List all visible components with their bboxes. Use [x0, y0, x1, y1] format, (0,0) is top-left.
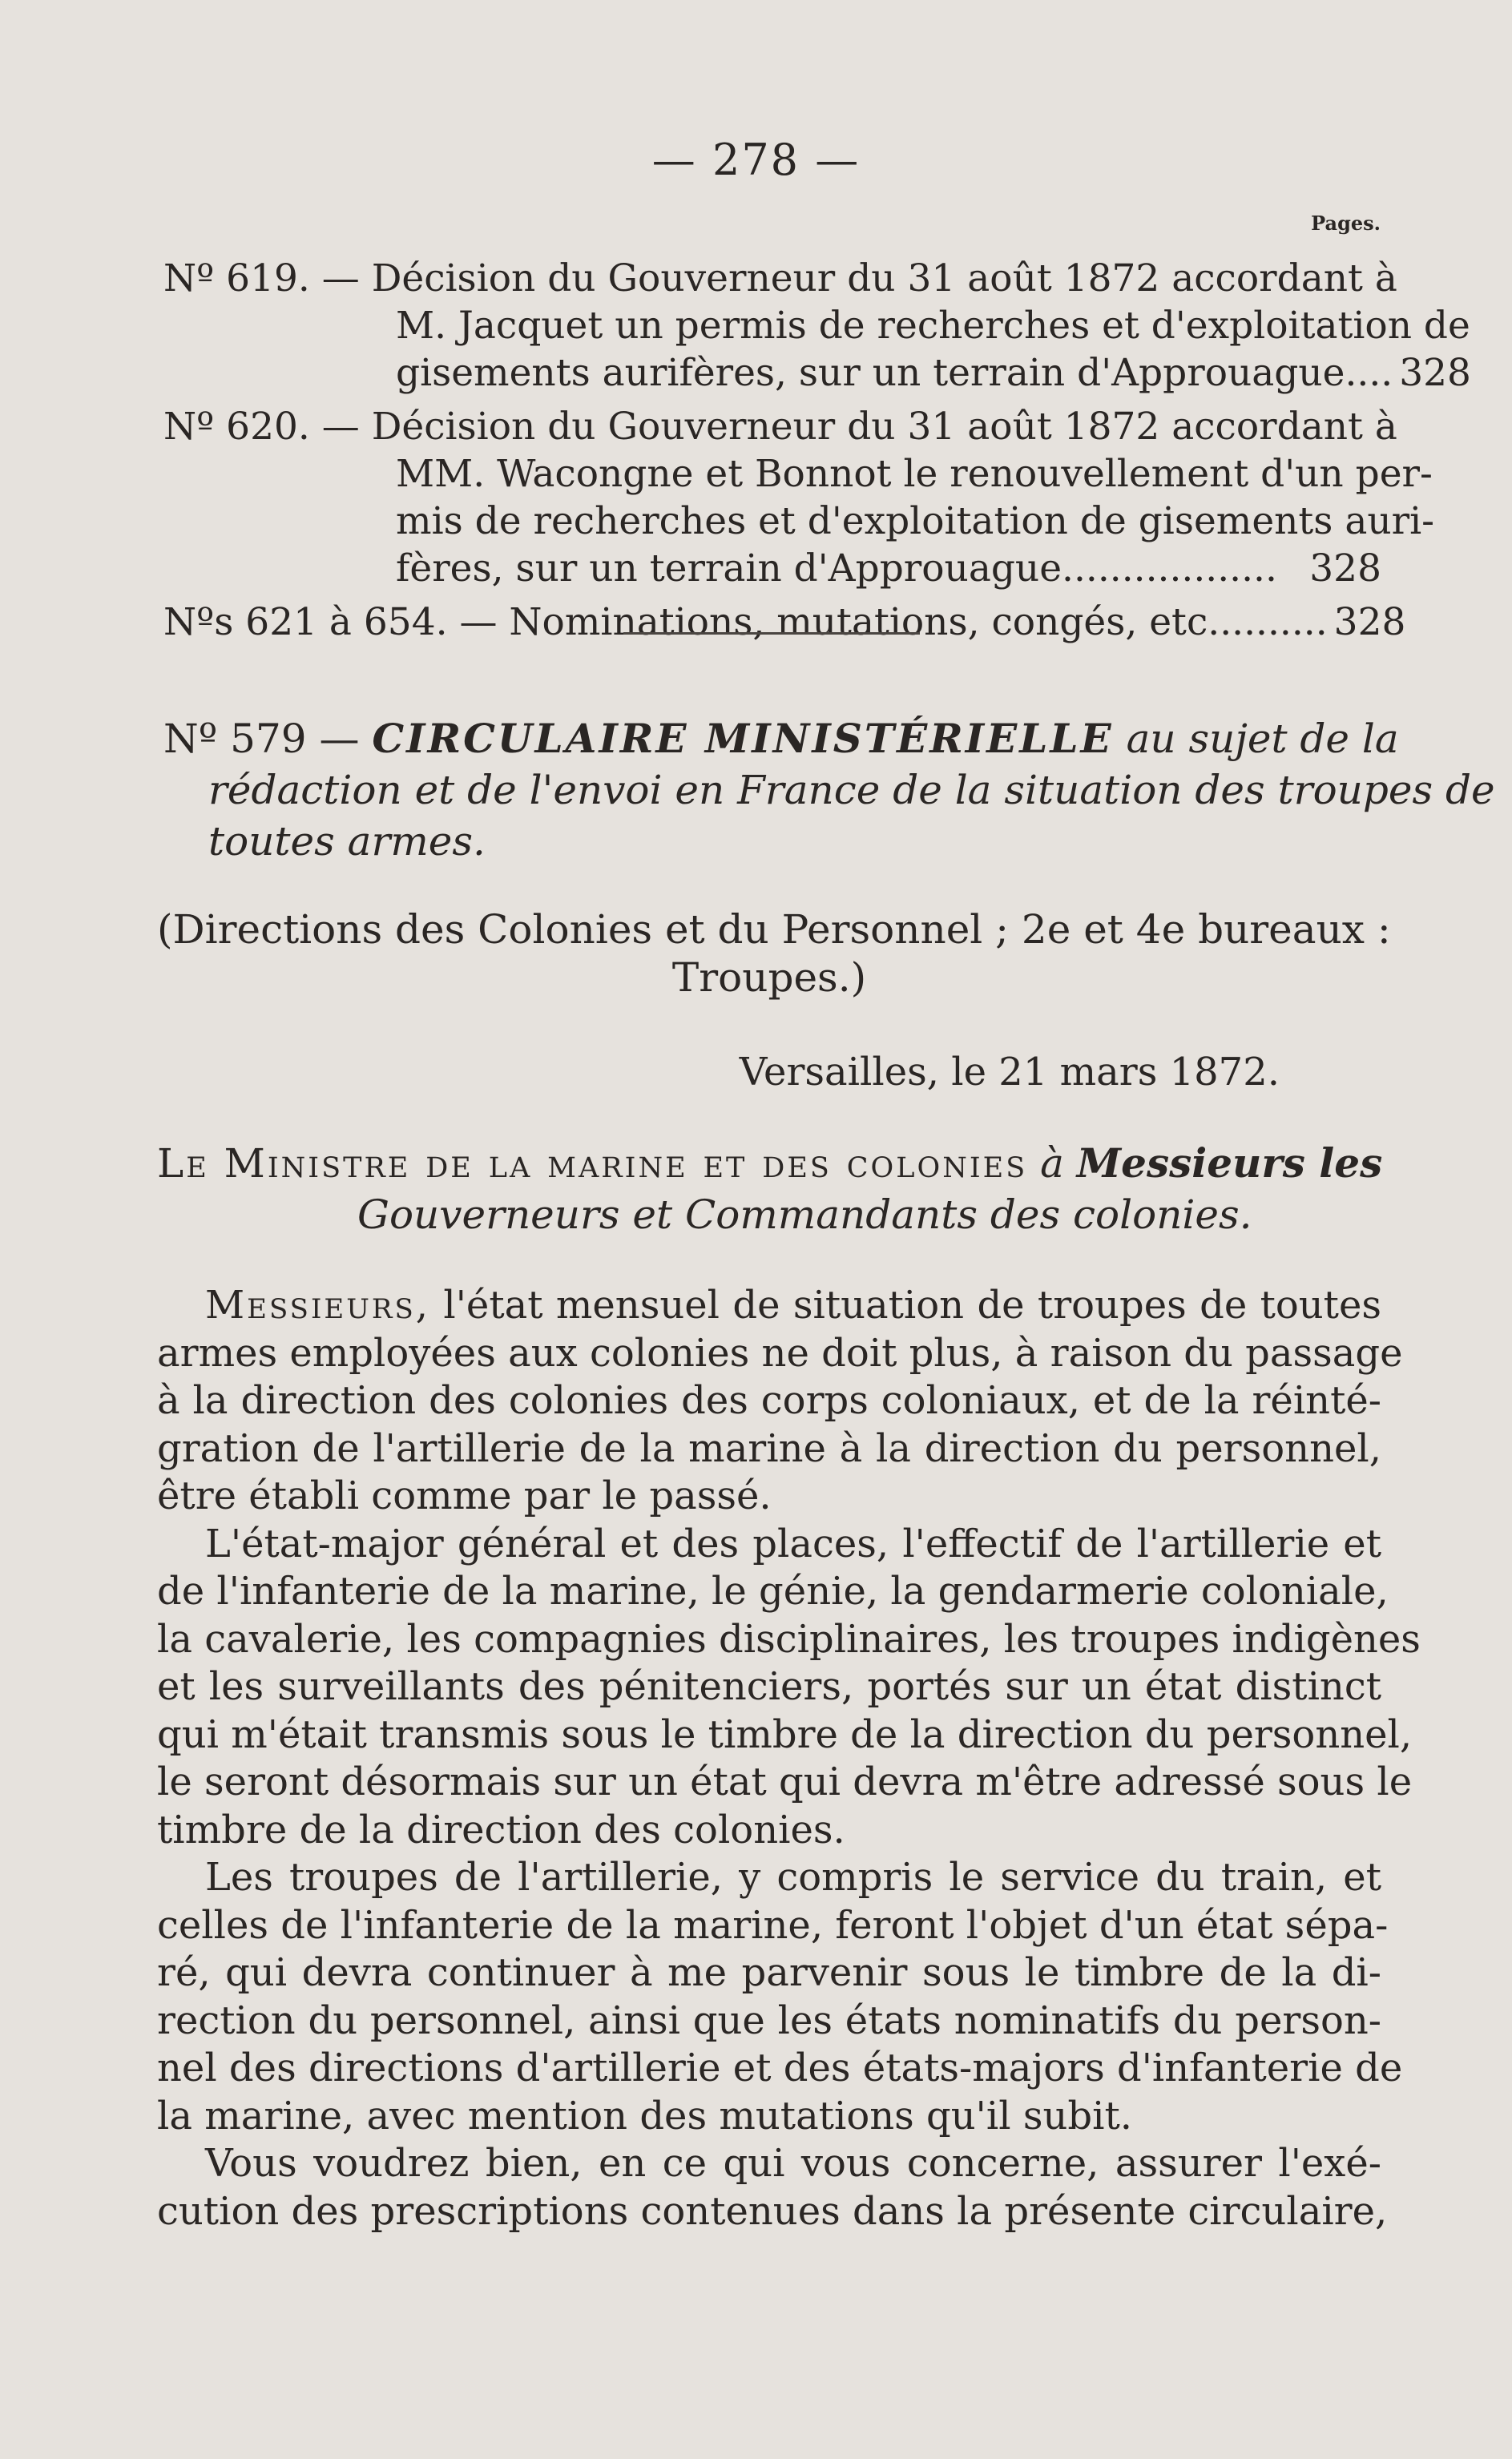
toc-line-text: MM. Wacongne et Bonnot le renouvellement d'un per- [396, 452, 1433, 496]
text-line [157, 1282, 1381, 1330]
text-line: celles de l'infanterie de la marine, feront l'objet d'un état sépa- [157, 1902, 1389, 1948]
paragraph [157, 1282, 1403, 1521]
toc-page-number: 328 [1333, 600, 1406, 644]
text-line-rest: l'état mensuel de situation de troupes de toutes [443, 1283, 1381, 1328]
heading-line: rédaction et de l'envoi en France de la situation des troupes de [208, 767, 1495, 813]
text-line: à la direction des colonies des corps coloniaux, et de la réinté- [157, 1378, 1381, 1423]
toc-page-number: 328 [1309, 546, 1381, 591]
section-divider [623, 632, 920, 635]
toc-entry-621-654 [163, 599, 1406, 646]
text-line: qui m'était transmis sous le timbre de la direction du personnel, [157, 1711, 1413, 1757]
text-line: Les troupes de l'artillerie, y compris le service du train, et [205, 1855, 1381, 1900]
text-line: la marine, avec mention des mutations qu'il subit. [157, 2093, 1132, 2139]
directions-line: (Directions des Colonies et du Personnel ; 2e et 4e bureaux : [157, 906, 1391, 953]
text-line: de l'infanterie de la marine, le génie, la gendarmerie coloniale, [157, 1569, 1389, 1614]
paragraph [157, 2140, 1388, 2235]
toc-line-text: Nº 620. — Décision du Gouverneur du 31 août 1872 accordant à [163, 405, 1397, 449]
text-line: cution des prescriptions contenues dans la présente circulaire, [157, 2188, 1388, 2234]
table-of-contents [163, 255, 1471, 652]
text-line: et les surveillants des pénitenciers, portés sur un état distinct [157, 1664, 1381, 1709]
circular-heading [163, 713, 1495, 867]
directions-line: Troupes.) [671, 954, 867, 1001]
toc-line [163, 349, 1471, 397]
toc-line-text: mis de recherches et d'exploitation de gisements auri- [396, 499, 1435, 543]
paragraph [157, 1854, 1403, 2140]
address-line [157, 1138, 1381, 1240]
circular-title: CIRCULAIRE MINISTÉRIELLE [372, 715, 1114, 762]
toc-line [163, 599, 1406, 646]
toc-entry-619 [163, 255, 1471, 397]
connector: à [1040, 1140, 1064, 1187]
toc-line-text: Nº 619. — Décision du Gouverneur du 31 août 1872 accordant à [163, 256, 1397, 300]
circular-number: Nº 579 — [163, 716, 360, 762]
recipient: Messieurs les [1076, 1139, 1383, 1187]
directions-note [157, 905, 1391, 1002]
text-line: armes employées aux colonies ne doit plus, à raison du passage [157, 1330, 1403, 1376]
circular-body [157, 1282, 1421, 2235]
toc-line-text: fères, sur un terrain d'Approuague.................. [396, 546, 1277, 591]
paragraph [157, 1521, 1421, 1855]
text-line: le seront désormais sur un état qui devra m'être adressé sous le [157, 1760, 1413, 1804]
dateline: Versailles, le 21 mars 1872. [739, 1050, 1280, 1094]
page-number: — 278 — [651, 135, 861, 185]
address-line-2: Gouverneurs et Commandants des colonies. [357, 1191, 1252, 1238]
text-line: ré, qui devra continuer à me parvenir sous le timbre de la di- [157, 1950, 1381, 1995]
address-line-1 [157, 1138, 1381, 1189]
toc-line [163, 255, 1397, 302]
circular-subject: au sujet de la [1126, 716, 1399, 762]
toc-line [163, 403, 1397, 450]
sender: Le Ministre de la marine et des colonies [157, 1140, 1028, 1187]
heading-line [163, 713, 1399, 764]
text-line: nel des directions d'artillerie et des états-majors d'infanterie de [157, 2046, 1403, 2090]
pages-column-label: Pages. [1311, 212, 1381, 235]
text-line: être établi comme par le passé. [157, 1473, 772, 1518]
salutation: Messieurs, [205, 1283, 431, 1328]
toc-line [163, 545, 1381, 592]
heading-line: toutes armes. [208, 818, 486, 865]
toc-line-text: M. Jacquet un permis de recherches et d'exploitation de [396, 304, 1470, 348]
text-line: gration de l'artillerie de la marine à la direction du personnel, [157, 1425, 1381, 1471]
text-line: rection du personnel, ainsi que les états nominatifs du person- [157, 1997, 1381, 2043]
text-line: timbre de la direction des colonies. [157, 1807, 845, 1852]
text-line: la cavalerie, les compagnies disciplinaires, les troupes indigènes [157, 1616, 1421, 1662]
text-line: L'état-major général et des places, l'effectif de l'artillerie et [205, 1521, 1381, 1566]
toc-line-text: Nºs 621 à 654. — Nominations, mutations, congés, etc.......... [163, 600, 1328, 644]
toc-page-number: 328 [1399, 351, 1471, 395]
toc-line-text: gisements aurifères, sur un terrain d'Approuague.... [396, 351, 1393, 395]
toc-line [163, 302, 1470, 349]
toc-line [163, 450, 1433, 498]
text-line: Vous voudrez bien, en ce qui vous concerne, assurer l'exé- [205, 2141, 1381, 2186]
toc-line [163, 498, 1435, 545]
toc-entry-620 [163, 403, 1435, 592]
